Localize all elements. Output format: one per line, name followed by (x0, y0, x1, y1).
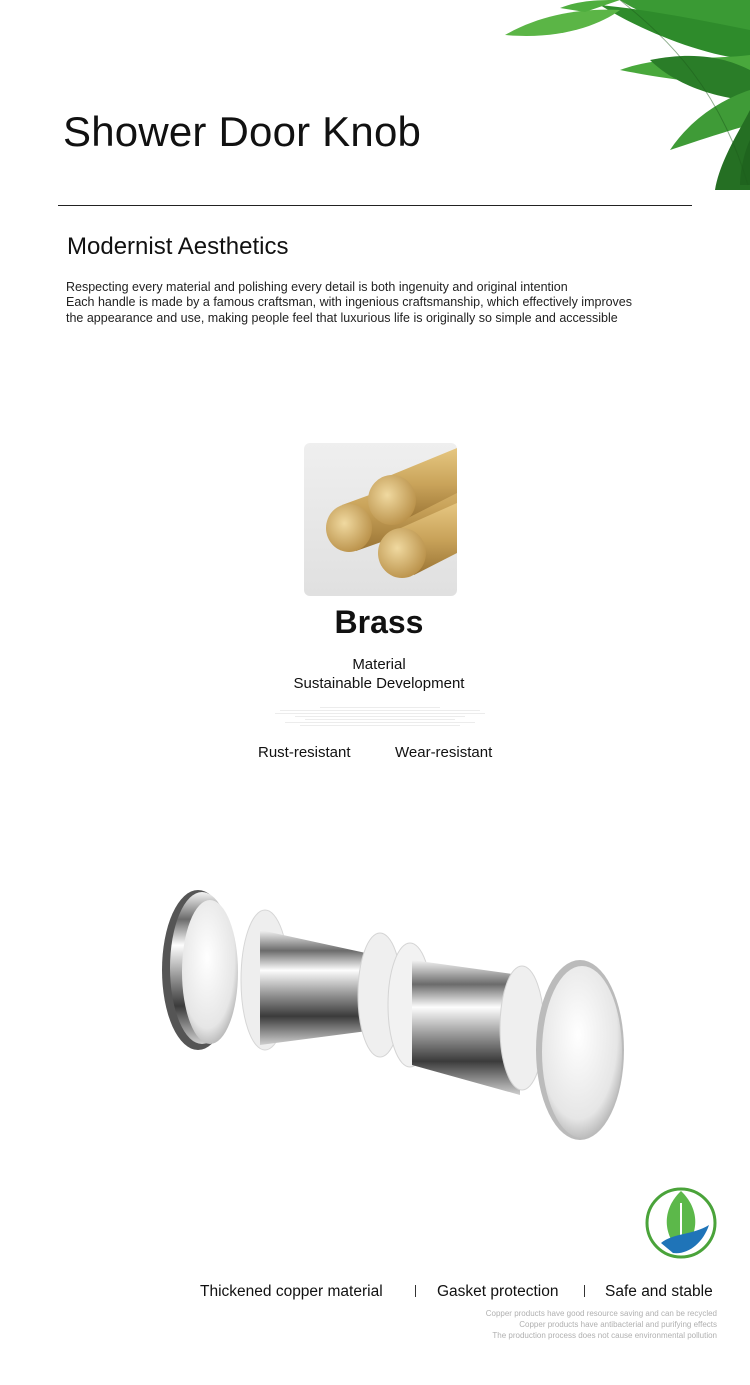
eco-note: Copper products have antibacterial and purifying effects (519, 1320, 717, 1329)
palm-leaf-icon (500, 0, 750, 190)
material-name: Brass (334, 604, 424, 640)
intro-line: Each handle is made by a famous craftsman, with ingenious craftsmanship, which effectively improves (66, 295, 633, 309)
eco-note: Copper products have good resource saving and can be recycled (485, 1309, 717, 1318)
eco-leaf-icon (643, 1183, 719, 1263)
material-image (304, 443, 457, 596)
feature-rust-resistant: Rust-resistant (258, 744, 351, 761)
faint-text-block (270, 705, 490, 728)
section-title: Modernist Aesthetics (67, 233, 289, 260)
separator (584, 1285, 585, 1297)
shower-knob-icon (150, 860, 640, 1160)
feature-thickened-copper: Thickened copper material (200, 1283, 383, 1300)
brass-rods-icon (304, 443, 457, 596)
feature-safe-stable: Safe and stable (605, 1283, 713, 1300)
eco-note: The production process does not cause environmental pollution (492, 1331, 717, 1340)
divider (58, 205, 692, 206)
feature-wear-resistant: Wear-resistant (395, 744, 493, 761)
intro-line: Respecting every material and polishing every detail is both ingenuity and original intention (66, 280, 568, 294)
material-subtitle: Sustainable Development (293, 675, 465, 692)
intro-line: the appearance and use, making people feel that luxurious life is originally so simple and accessible (66, 311, 618, 325)
feature-gasket-protection: Gasket protection (437, 1283, 559, 1300)
material-label: Material (352, 656, 406, 673)
separator (415, 1285, 416, 1297)
page-title: Shower Door Knob (63, 108, 422, 155)
